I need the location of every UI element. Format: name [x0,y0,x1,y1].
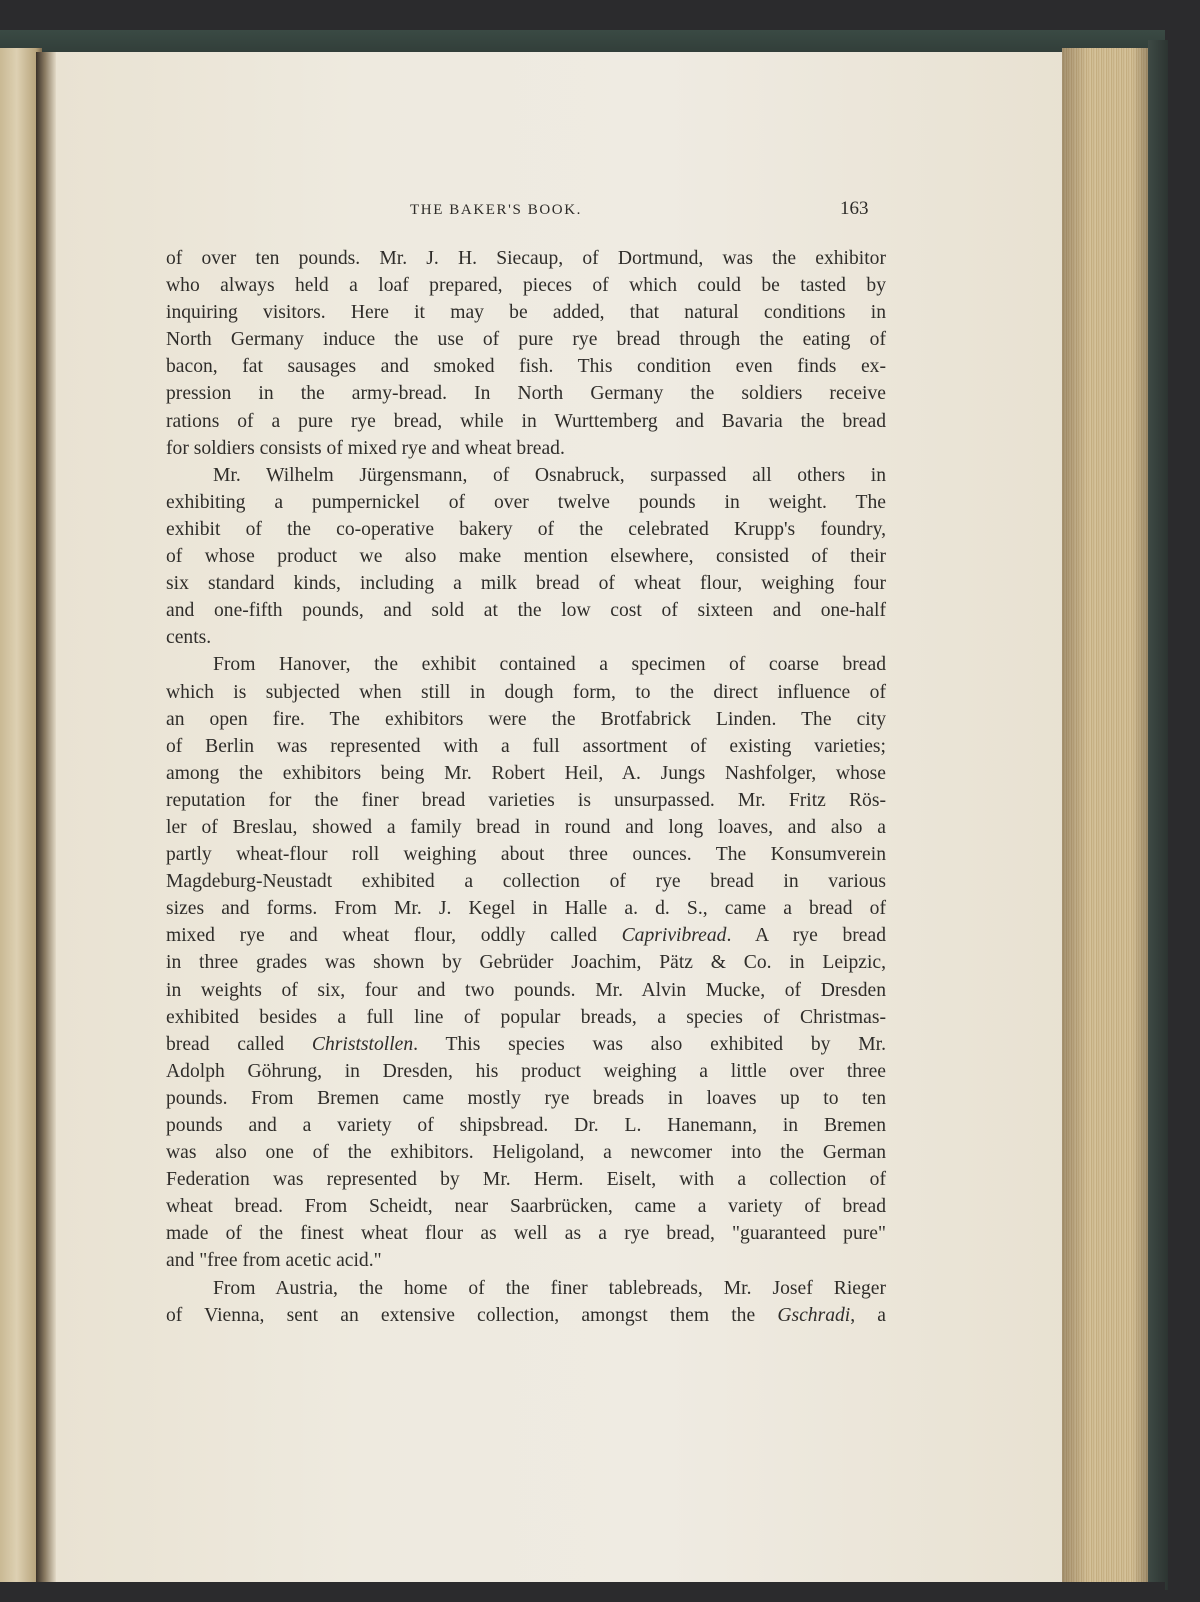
text-line: From Hanover, the exhibit contained a specimen of coarse bread [213,654,886,676]
text-line: bacon, fat sausages and smoked fish. This condition even finds ex- [166,356,886,378]
text-line: of Berlin was represented with a full assortment of existing varieties; [166,735,886,757]
text-line: was also one of the exhibitors. Heligoland, a newcomer into the German [166,1142,886,1164]
text-line: of Vienna, sent an extensive collection, amongst them the Gschradi, a [166,1304,886,1326]
text-line: bread called Christstollen. This species was also exhibited by Mr. [166,1033,886,1055]
text-line: Mr. Wilhelm Jürgensmann, of Osnabruck, surpassed all others in [213,464,886,486]
text-line: which is subjected when still in dough form, to the direct influence of [166,681,886,703]
text-line: ler of Breslau, showed a family bread in round and long loaves, and also a [166,816,886,838]
text-line: six standard kinds, including a milk bread of wheat flour, weighing four [166,573,886,595]
text-line: made of the finest wheat flour as well as a rye bread, "guaranteed pure" [166,1223,886,1245]
book-cover-right [1148,40,1168,1590]
text-line: who always held a loaf prepared, pieces of which could be tasted by [166,275,886,297]
page-gutter [36,52,56,1584]
running-head: THE BAKER'S BOOK. [410,202,582,218]
text-line: North Germany induce the use of pure rye bread through the eating of [166,329,886,351]
text-line: exhibit of the co-operative bakery of the celebrated Krupp's foundry, [166,518,886,540]
paragraph [166,245,886,462]
text-line: in three grades was shown by Gebrüder Joachim, Pätz & Co. in Leipzic, [166,952,886,974]
text-line: From Austria, the home of the finer tablebreads, Mr. Josef Rieger [213,1277,886,1299]
text-line: pression in the army-bread. In North Germany the soldiers receive [166,383,886,405]
text-line: an open fire. The exhibitors were the Brotfabrick Linden. The city [166,708,886,730]
text-line: Federation was represented by Mr. Herm. Eiselt, with a collection of [166,1169,886,1191]
text-line: exhibiting a pumpernickel of over twelve pounds in weight. The [166,491,886,513]
text-line: and "free from acetic acid." [166,1250,382,1272]
paragraph [166,1275,886,1329]
text-line: wheat bread. From Scheidt, near Saarbrücken, came a variety of bread [166,1196,886,1218]
text-line: for soldiers consists of mixed rye and wheat bread. [166,437,565,459]
page-edges-shade [1062,48,1150,1584]
text-line: reputation for the finer bread varieties is unsurpassed. Mr. Fritz Rös- [166,789,886,811]
text-line: among the exhibitors being Mr. Robert Heil, A. Jungs Nashfolger, whose [166,762,886,784]
page-number: 163 [840,198,869,219]
text-line: sizes and forms. From Mr. J. Kegel in Halle a. d. S., came a bread of [166,898,886,920]
text-line: cents. [166,627,212,649]
text-line: mixed rye and wheat flour, oddly called Caprivibread. A rye bread [166,925,886,947]
text-line: pounds and a variety of shipsbread. Dr. L. Hanemann, in Bremen [166,1115,886,1136]
paragraph [166,462,886,652]
body-text [166,245,886,1329]
text-line: of over ten pounds. Mr. J. H. Siecaup, of Dortmund, was the exhibitor [166,248,886,269]
text-line: pounds. From Bremen came mostly rye breads in loaves up to ten [166,1087,886,1109]
paragraph [166,651,886,1274]
text-line: exhibited besides a full line of popular breads, a species of Christmas- [166,1006,886,1028]
text-line: rations of a pure rye bread, while in Wurttemberg and Bavaria the bread [166,410,886,432]
text-line: Magdeburg-Neustadt exhibited a collection of rye bread in various [166,871,886,893]
book-cover-bottom [0,1582,1165,1602]
text-line: and one-fifth pounds, and sold at the low cost of sixteen and one-half [166,600,886,622]
text-line: Adolph Göhrung, in Dresden, his product weighing a little over three [166,1060,886,1082]
text-line: of whose product we also make mention elsewhere, consisted of their [166,546,886,568]
text-line: inquiring visitors. Here it may be added, that natural conditions in [166,302,886,324]
text-line: partly wheat-flour roll weighing about three ounces. The Konsumverein [166,844,886,866]
text-line: in weights of six, four and two pounds. Mr. Alvin Mucke, of Dresden [166,979,886,1001]
